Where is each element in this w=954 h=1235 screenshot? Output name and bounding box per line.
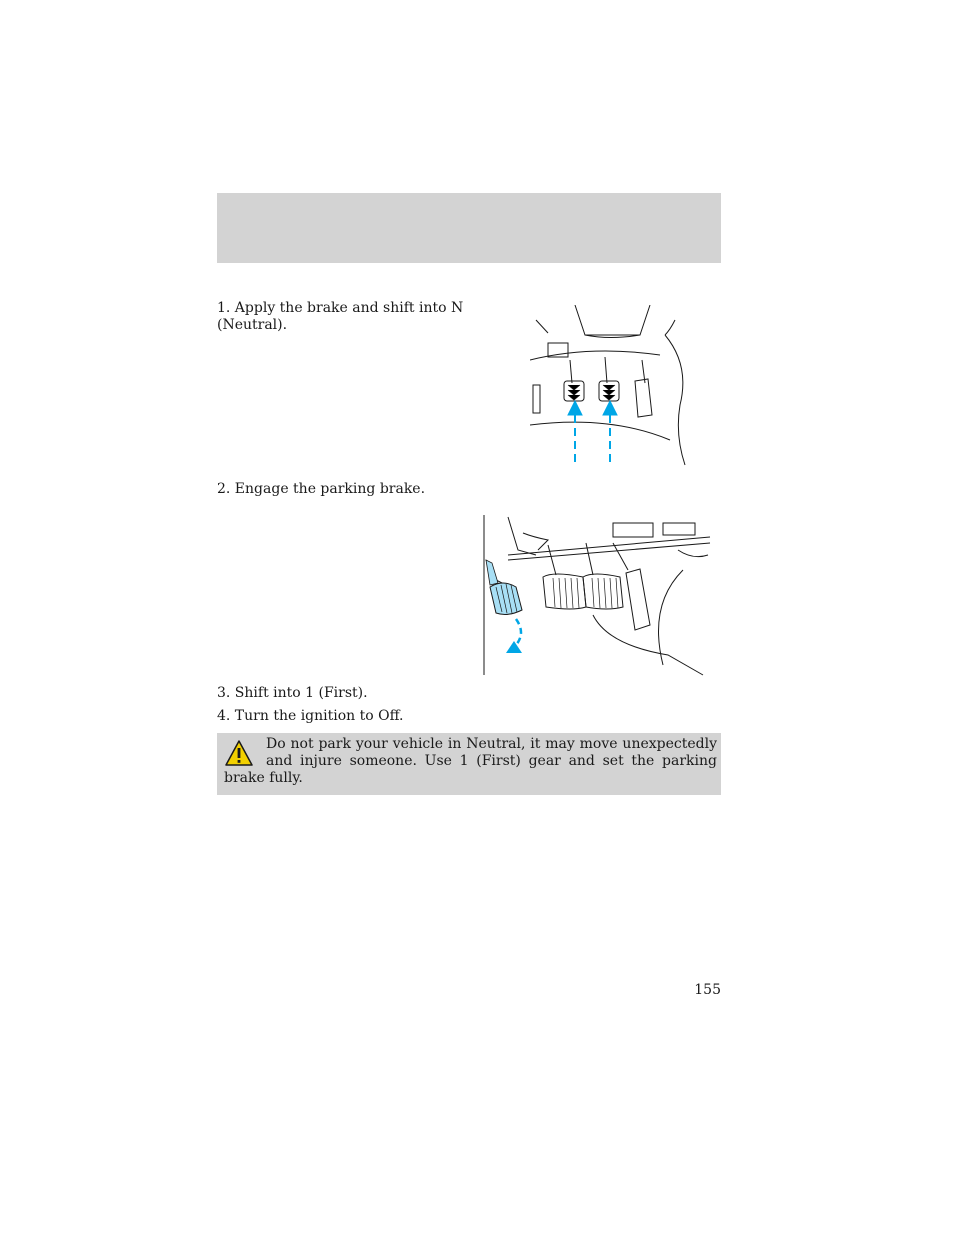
step-4-text: 4. Turn the ignition to Off.	[217, 708, 404, 724]
parking-brake-illustration	[478, 515, 713, 680]
arrow-up-icon	[568, 401, 582, 415]
arrow-up-icon	[603, 401, 617, 415]
warning-text: Do not park your vehicle in Neutral, it may move unexpectedly and injure someone. Use 1 (First) gear and set the parking brake fully.	[224, 736, 717, 786]
step-1-text: 1. Apply the brake and shift into N (Neutral).	[217, 300, 464, 333]
step-2-text: 2. Engage the parking brake.	[217, 481, 426, 497]
step-3-text: 3. Shift into 1 (First).	[217, 685, 368, 701]
warning-box	[217, 733, 721, 795]
pedals-brake-illustration	[530, 305, 690, 470]
section-header-band	[217, 193, 721, 263]
page-number: 155	[694, 982, 721, 998]
arrow-down-icon	[506, 641, 522, 653]
